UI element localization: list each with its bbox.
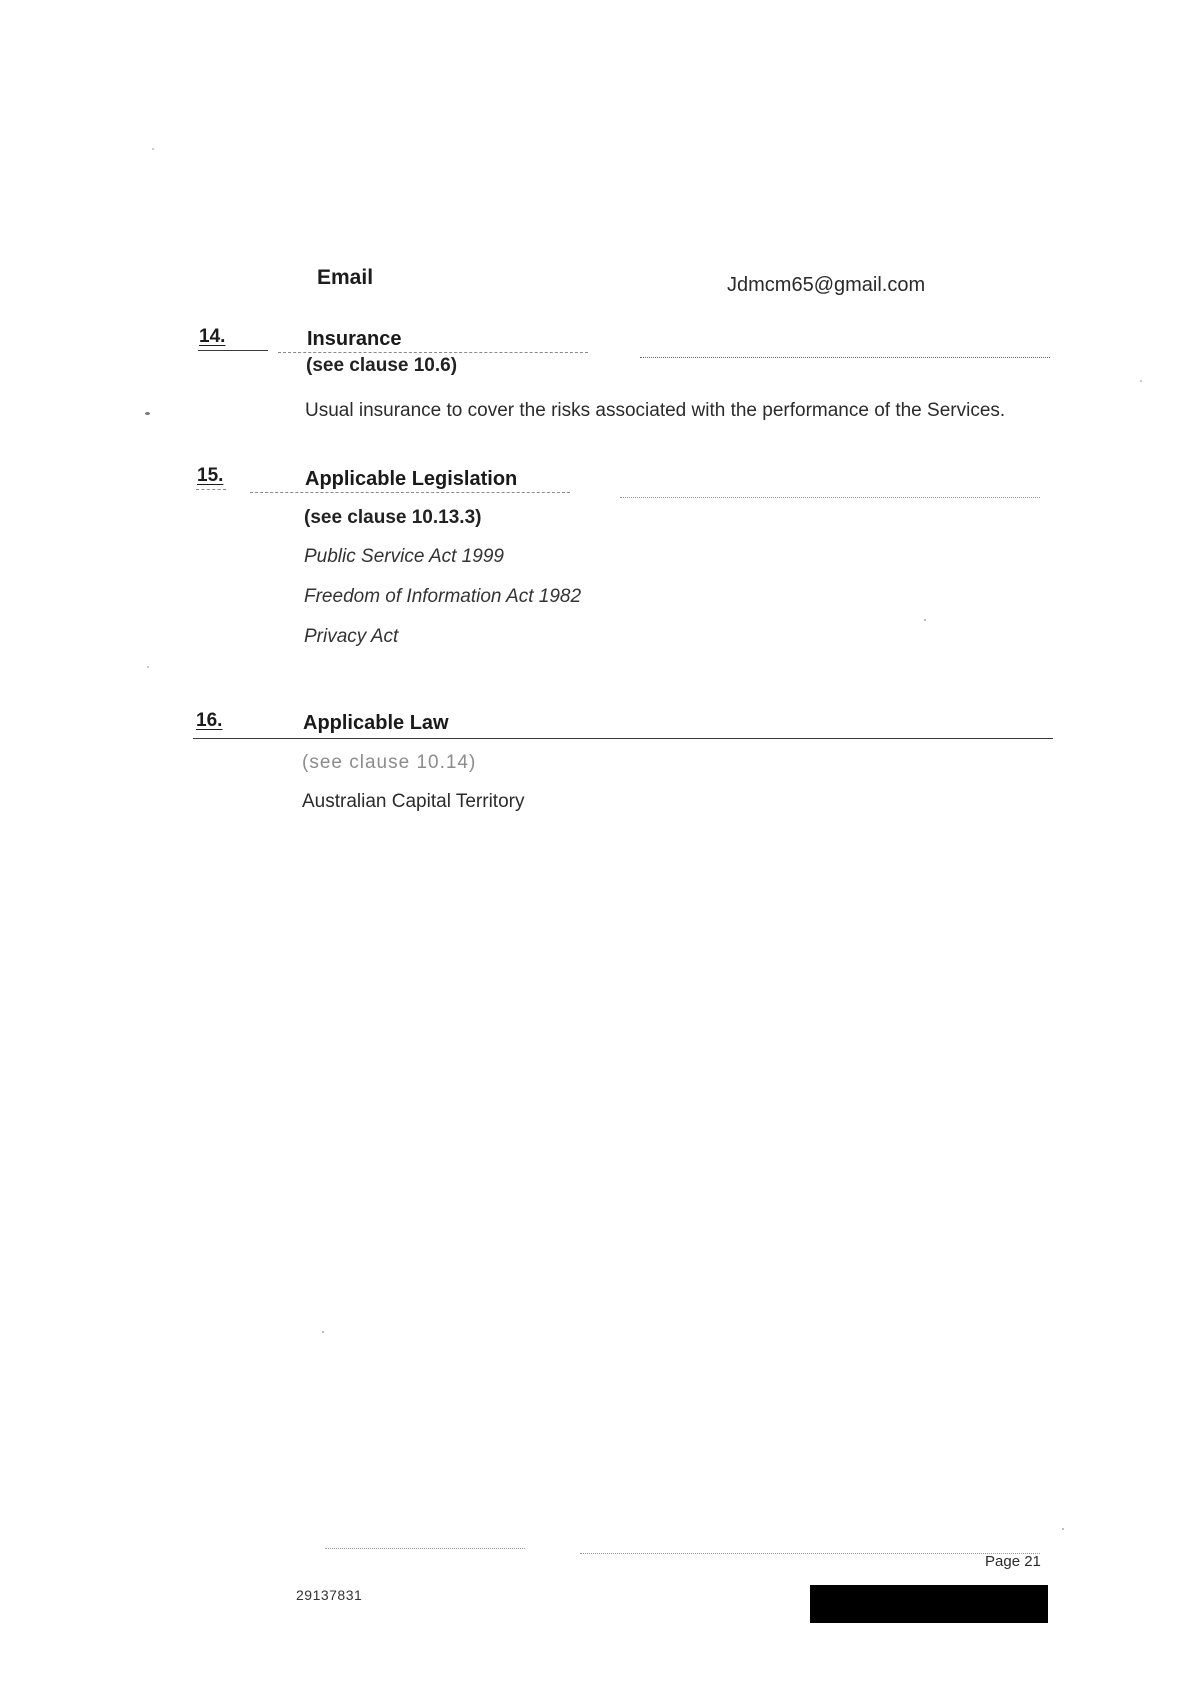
section-14-rule-dashed [278, 352, 588, 353]
section-16-rule [193, 738, 1053, 739]
footer-rule-left [325, 1548, 525, 1549]
scan-speck [145, 412, 150, 415]
section-15-rule-mid [250, 492, 570, 493]
scan-speck [924, 619, 926, 621]
scan-speck [147, 666, 149, 668]
section-15-title: Applicable Legislation [305, 468, 518, 490]
footer-rule-right [580, 1553, 1040, 1554]
scan-speck [1062, 1528, 1064, 1530]
section-15-clause-ref: (see clause 10.13.3) [304, 507, 482, 528]
email-value: Jdmcm65@gmail.com [727, 274, 926, 296]
legislation-item: Freedom of Information Act 1982 [304, 586, 582, 607]
scan-speck [1140, 380, 1142, 382]
section-16-number: 16. [196, 710, 223, 731]
section-15-rule-right [620, 497, 1040, 498]
section-15-rule-left [196, 489, 226, 490]
section-14-number: 14. [199, 326, 226, 347]
redaction-box [810, 1585, 1048, 1623]
scan-speck [152, 148, 154, 150]
section-16-body: Australian Capital Territory [302, 791, 525, 812]
section-16-clause-ref: (see clause 10.14) [302, 752, 477, 773]
section-15-number: 15. [197, 465, 224, 486]
section-14-rule-right [640, 357, 1050, 358]
scan-speck [322, 1331, 324, 1333]
legislation-item: Privacy Act [304, 626, 399, 647]
section-16-title: Applicable Law [303, 712, 449, 734]
legislation-item: Public Service Act 1999 [304, 546, 504, 567]
section-14-title: Insurance [307, 328, 402, 350]
section-14-rule [198, 350, 268, 351]
page-number: Page 21 [985, 1553, 1041, 1570]
section-14-clause-ref: (see clause 10.6) [306, 355, 458, 376]
email-label: Email [317, 266, 374, 289]
section-14-body: Usual insurance to cover the risks associated with the performance of the Services. [305, 400, 1006, 421]
document-id: 29137831 [296, 1587, 363, 1603]
